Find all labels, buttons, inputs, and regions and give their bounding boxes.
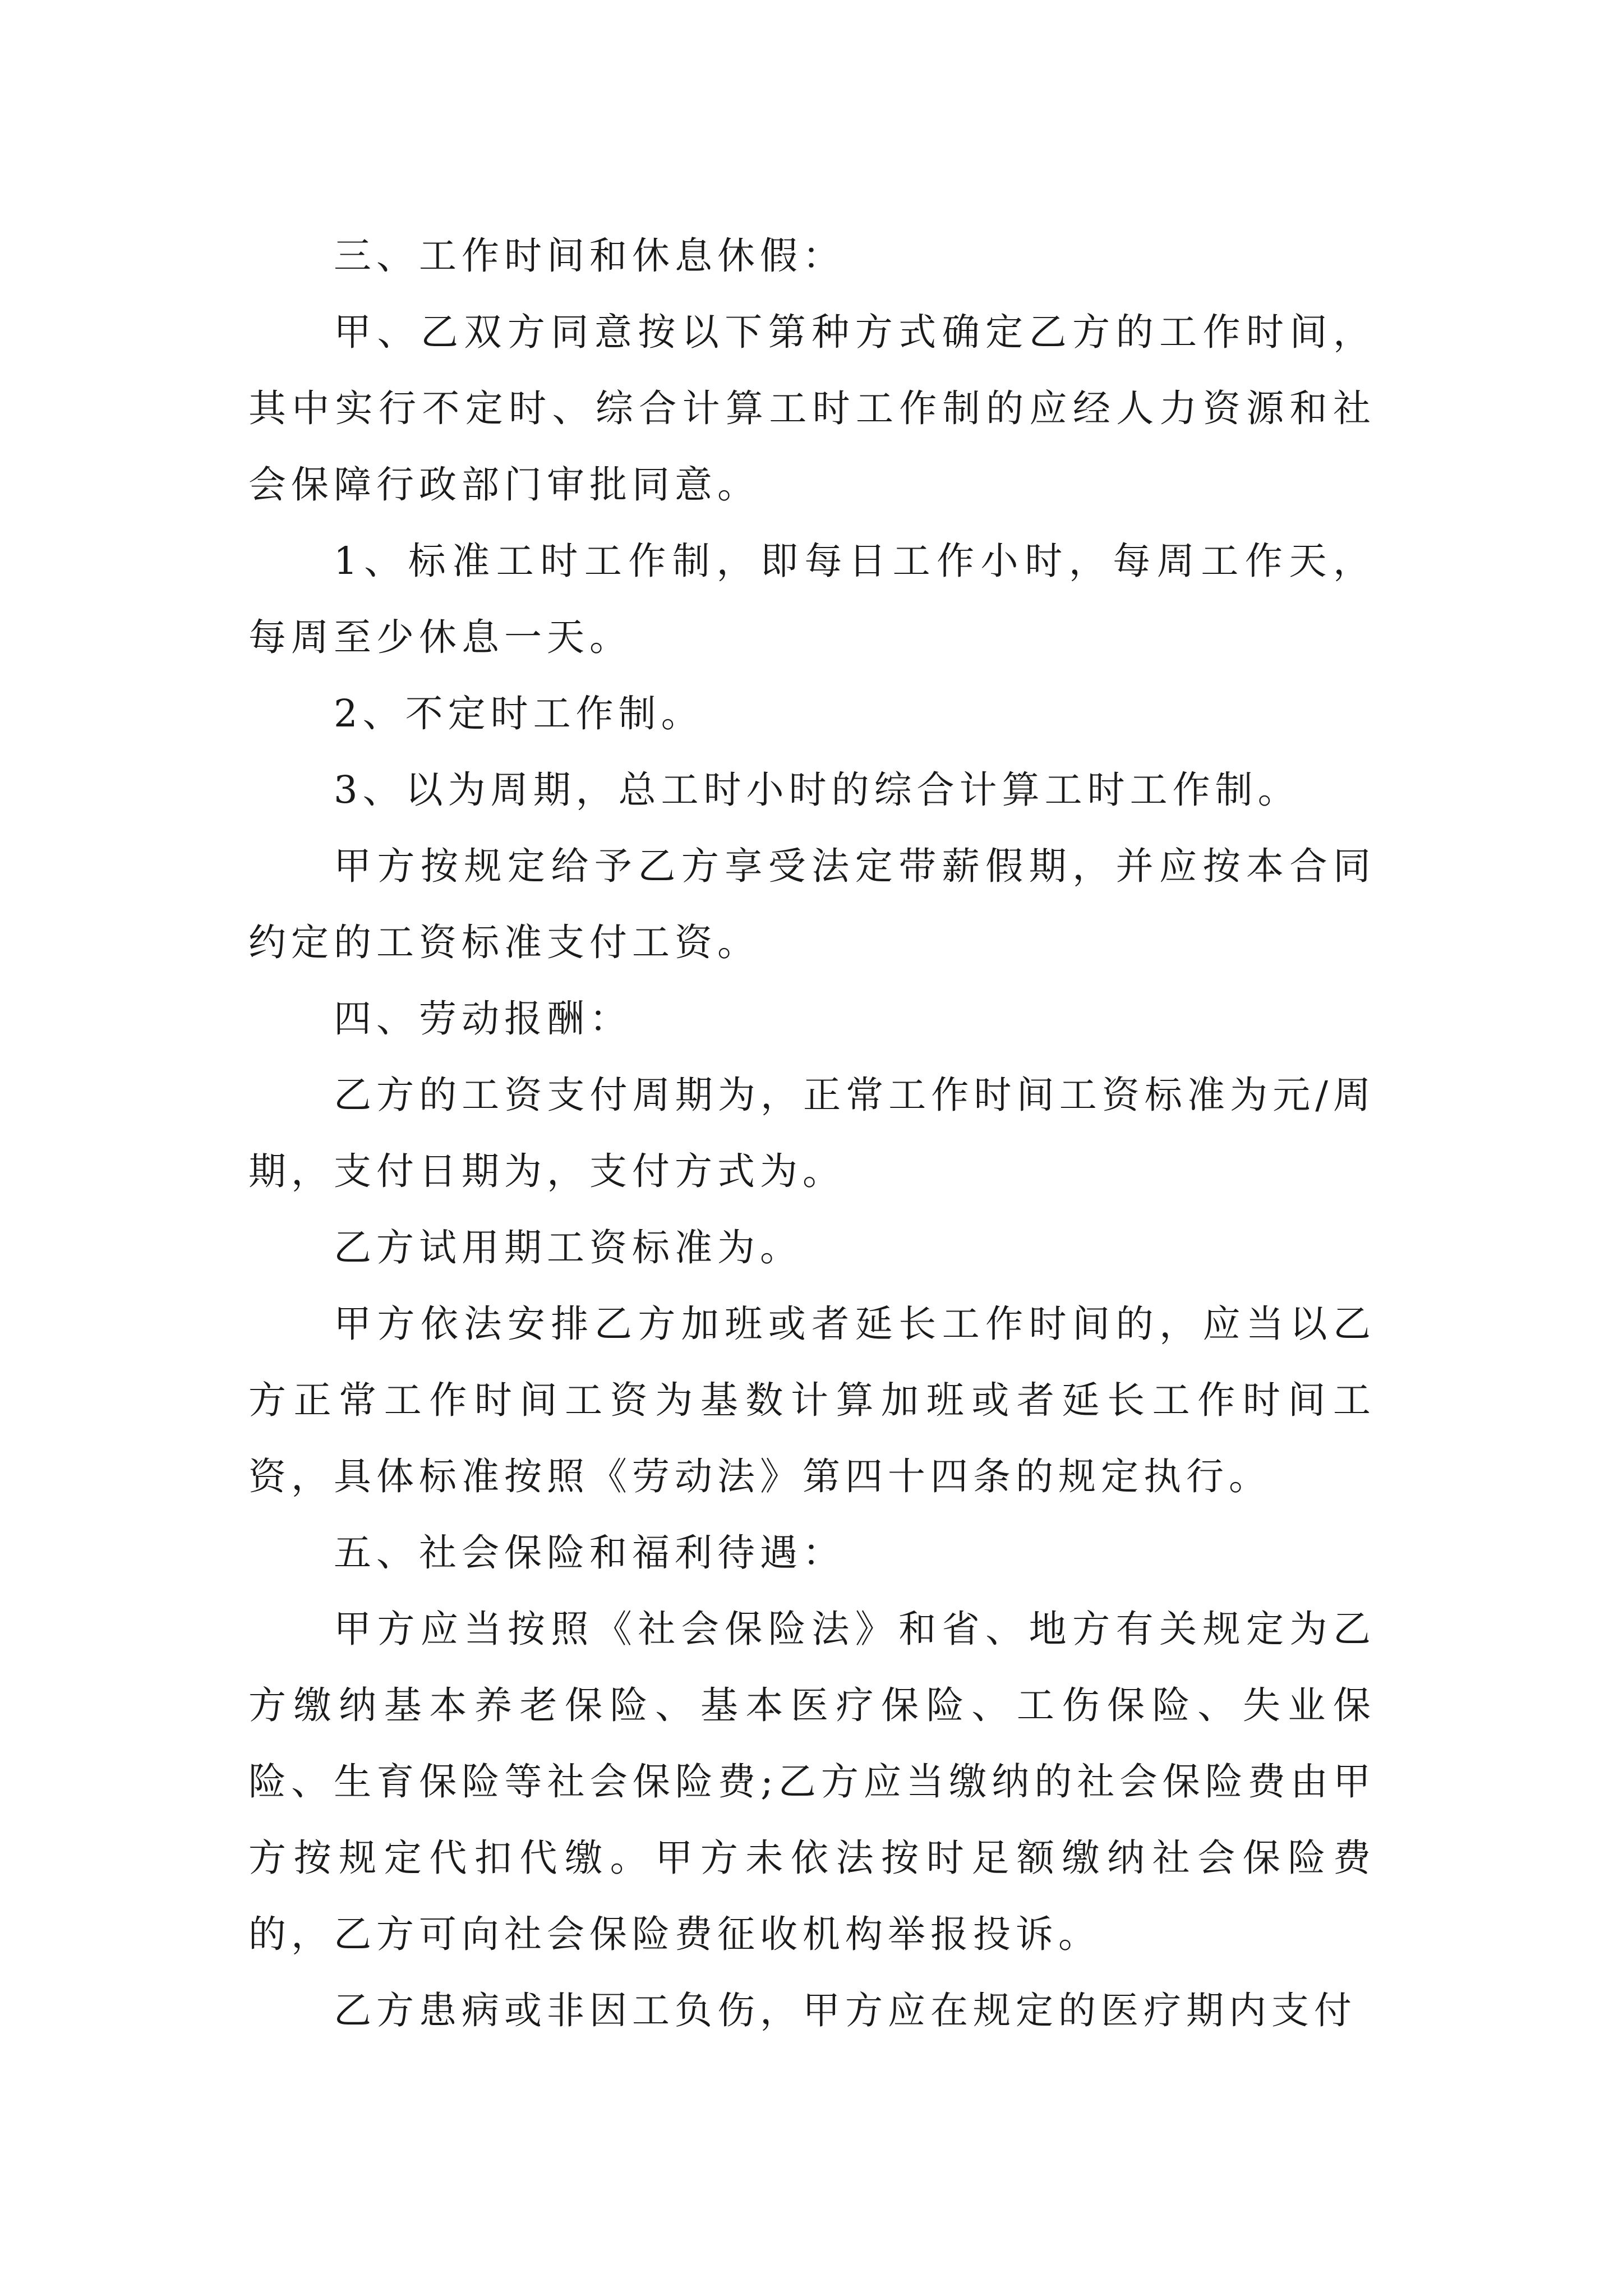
paragraph-social-insurance: 甲方应当按照《社会保险法》和省、地方有关规定为乙方缴纳基本养老保险、基本医疗保险、工伤保险、失业保险、生育保险等社会保险费;乙方应当缴纳的社会保险费由甲方按规定代扣代缴。甲方未依法按时足额缴纳社会保险费的，乙方可向社会保险费征收机构举报投诉。 [248,1607,1376,1956]
list-item-comprehensive-hours: 3、以为周期，总工时小时的综合计算工时工作制。 [334,768,1301,812]
paragraph-probation-wage: 乙方试用期工资标准为。 [334,1226,803,1269]
paragraph-sick-leave: 乙方患病或非因工负伤，甲方应在规定的医疗期内支付 [334,1989,1357,2032]
list-item-flexible-hours: 2、不定时工作制。 [334,692,704,735]
paragraph-work-time-method: 甲、乙双方同意按以下第种方式确定乙方的工作时间，其中实行不定时、综合计算工时工作制的应经人力资源和社会保障行政部门审批同意。 [248,310,1376,507]
section-heading-work-hours: 三、工作时间和休息休假： [334,234,845,278]
section-heading-remuneration: 四、劳动报酬： [334,997,632,1041]
section-heading-social-insurance: 五、社会保险和福利待遇： [334,1531,845,1575]
paragraph-overtime: 甲方依法安排乙方加班或者延长工作时间的，应当以乙方正常工作时间工资为基数计算加班或者延长工作时间工资，具体标准按照《劳动法》第四十四条的规定执行。 [248,1302,1376,1498]
document-body [248,218,1376,2049]
list-item-standard-hours: 1、标准工时工作制，即每日工作小时，每周工作天，每周至少休息一天。 [248,539,1376,659]
paragraph-wage-period: 乙方的工资支付周期为，正常工作时间工资标准为元/周期，支付日期为，支付方式为。 [248,1073,1376,1193]
paragraph-paid-leave: 甲方按规定给予乙方享受法定带薪假期，并应按本合同约定的工资标准支付工资。 [248,844,1376,964]
